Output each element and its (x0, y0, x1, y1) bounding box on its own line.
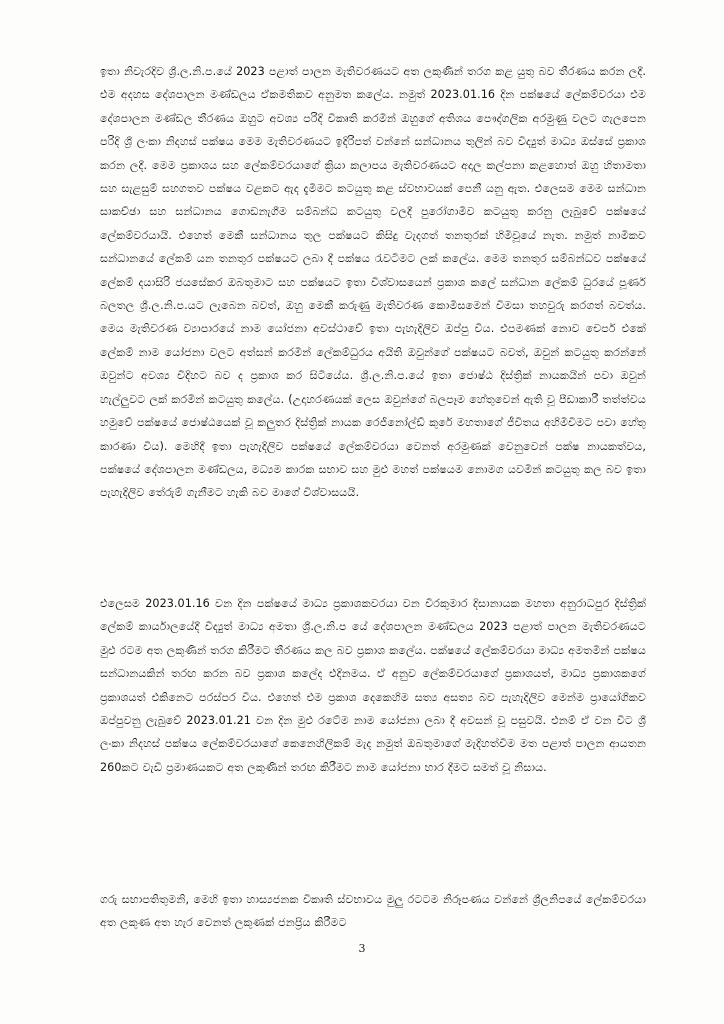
document-body (100, 60, 646, 930)
paragraph-2: එලෙසම 2023.01.16 වන දින පක්ෂයේ මාධ්‍ය ප්‍රකාශකවරයා වන වීරකුමාර දිසානායක මහතා අනුරාධපුර දිස්ත්‍රික් ලේකම් කාර්යාලයේදී විද්‍යුත් මාධ්‍ය අමතා ශ්‍රී.ල.නි.ප යේ දේශපාලන මණ්ඩලය 2023 පළාත් පාලන මැතිවරණයට මුළු රටම අත ලකුණින් තරග කිරීමට තීරණය කල බව ප්‍රකාශ කලේය. පක්ෂයේ ලේකම්වරයා මාධ්‍ය අමතමින් පක්ෂය සන්ධානයකින් තරඟ කරන බව ප්‍රකාශ කලේද එදිනමය. ඒ අනුව ලේකම්වරයාගේ ප්‍රකාශයත්, මාධ්‍ය ප්‍රකාශකගේ ප්‍රකාශයත් එකිනෙට පරස්පර විය. එහෙත් එම ප්‍රකාශ දෙකෙහිම සත්‍ය අසත්‍ය බව පැහැදිලිව මෙන්ම ප්‍රායෝගිකව ඔප්පුවනු ලැබුවේ 2023.01.21 වන දින මුළු රටේම නාම යෝජනා ලබා දී අවසන් වූ පසුවයි. එනම් ඒ වන විට ශ්‍රී ලංකා නිදහස් පක්ෂය ලේකම්වරයාගේ කෙනෙහිලිකම් මැද නමුත් ඔබතුමාගේ මැදිහත්වීම මත පළාත් පාලන ආයතන 260කට වැඩි ප්‍රමාණයකට අත ලකුණින් තරඟ කිරීමට නාම යෝජනා භාර දීමට සමත් වූ නිසාය. (100, 597, 646, 774)
page-number: 3 (358, 942, 366, 955)
paragraph-1: ඉතා නිවැරදිව ශ්‍රී.ල.නි.ප.යේ 2023 පළාත් පාලන මැතිවරණයට අත ලකුණින් තරග කළ යුතු බව තීරණය කරන ලදී. එම අදහස දේශපාලන මණ්ඩලය ඒකමතිකව අනුමත කලේය. නමුත් 2023.01.16 දින පක්ෂයේ ලේකම්වරයා එම දේශපාලන මණ්ඩල තීරණය ඔහුට අවශ්‍ය පරිදි විකෘති කරමින් ඔහුගේ අතිශය පෞද්ගලික අරමුණු වලට ගැලපෙන පරිදි ශ්‍රී ලංකා නිදහස් පක්ෂය මෙම මැතිවරණයට ඉදිරිපත් වන්නේ සන්ධානය තුලින් බව විද්‍යුත් මාධ්‍ය ඔස්සේ ප්‍රකාශ කරන ලදී. මෙම ප්‍රකාශය සහ ලේකම්වරයාගේ ක්‍රියා කලාපය මැතිවරණයට අදාල කල්පනා කළහොත් ඔහු හිතාමතා සහ සැළසුම් සහගතව පක්ෂය වළකට ඇද දැමීමට කටයුතු කළ ස්වභාවයක් පෙනී යනු ඇත. එලෙසම මෙම සන්ධාන සාකච්ඡා සහ සන්ධානය ගොඩනැගීම සම්බන්ධ කටයුතු වලදී පුරෝගාමීව කටයුතු කරනු ලැබුවේ පක්ෂයේ ලේකම්වරයායි. එහෙත් මෙකී සන්ධානය තුල පක්ෂයට කිසිදු වැදගත් තනතුරක් හිමිවූයේ නැත. නමුත් නාමිකව සන්ධානයේ ලේකම් යන තනතුර පක්ෂයට ලබා දී පක්ෂය රැවටීමට ලක් කලේය. මෙම තනතුර සම්බන්ධව පක්ෂයේ ලේකම් දයාසිරි ජයසේකර ඔබතුමාට සහ පක්ෂයට ඉතා විශ්වාසයෙන් ප්‍රකාශ කලේ සන්ධාන ලේකම් ධුරයේ පූර්ණ බලතල ශ්‍රී.ල.නි.ප.යට ලැබෙන බවත්, ඔහු මෙකී කරුණු මැතිවරණ කොමිසමෙන් විමසා තහවුරු කරගත් බවත්ය. මෙය මැතිවරණ ව්‍යාපාරයේ නාම යෝජනා අවස්ථාවේ ඉතා පැහැදිලිව ඔප්පු විය. එපමණක් නොව චෙපර් එකේ ලේකම් නාම යෝජනා වලට අත්සන් කරමින් ලේකම්ධුරය අයිති ඔවුන්ගේ පක්ෂයට බවත්, ඔවුන් කටයුතු කරන්නේ ඔවුන්ට අවශ්‍ය විදිහට බව ද ප්‍රකාශ කර සිටියේය. ශ්‍රී.ල.නි.ප.යේ ඉතා ජොෂ්ඨ දිස්ත්‍රික් නායකයින් පවා ඔවුන් හැල්ලුවට ලක් කරමින් කටයුතු කලේය. (උදාහරණයක් ලෙස ඔවුන්ගේ බලපෑම හේතුවෙන් ඇති වූ පීඩාකාරී තත්ත්වය හමුවේ පක්ෂයේ ජොෂ්ඨයෙක් වූ කලුතර දිස්ත්‍රික් නායක රෙජිනෝල්ඩ් කුරේ මහතාගේ ජීවිතය අහිමිවීමට පවා හේතු කාරණා විය). මෙහිදී ඉතා පැහැදිලිව පක්ෂයේ ලේකම්වරයා වෙනත් අරමුණක් වෙනුවෙන් පක්ෂ නායකත්වය, පක්ෂයේ දේශපාලන මණ්ඩලය, මධ්‍යම කාරක සභාව සහ මුළු මහත් පක්ෂයම නොමග යවමින් කටයුතු කල බව ඉතා පැහැදිලිව තේරුම් ගැනීමට හැකි බව මාගේ විශ්වාසයයි. (100, 65, 646, 500)
paragraph-3: ගරු සභාපතිතුමනි, මෙහි ඉතා හාස්‍යජනක විකෘති ස්වභාවය මුලු රටටම නිරූපණය වන්නේ ශ්‍රීලනිපයේ ලේකම්වරයා අත ලකුණ අත හැර වෙනත් ලකුණක් ජනප්‍රිය කිරීමට (100, 893, 646, 930)
